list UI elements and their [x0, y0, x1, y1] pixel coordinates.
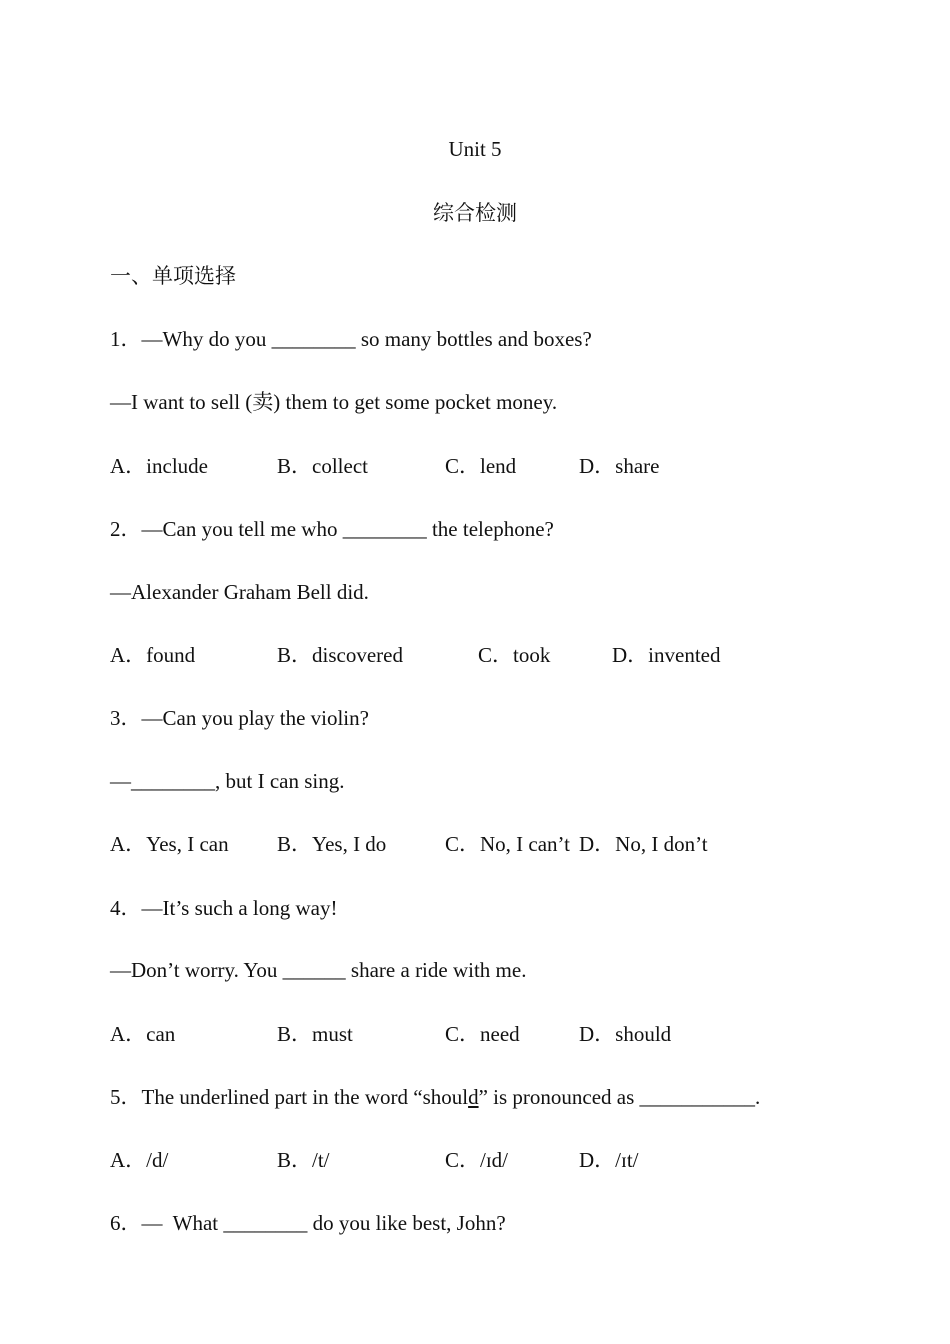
option-a: A．Yes, I can — [110, 832, 229, 856]
question-4-reply: —Don’t worry. You ______ share a ride with me. — [110, 958, 527, 982]
option-a: A．/d/ — [110, 1148, 169, 1172]
option-b: B．must — [277, 1022, 353, 1046]
option-c: C．/ɪd/ — [445, 1148, 509, 1172]
stem-text-after: ” is pronounced as ___________. — [478, 1085, 761, 1109]
page-subtitle: 综合检测 — [433, 201, 517, 225]
unit-title: Unit 5 — [448, 137, 502, 161]
question-3-stem: 3．—Can you play the violin? — [110, 706, 369, 730]
option-a: A．found — [110, 643, 196, 667]
question-1-reply: —I want to sell (卖) them to get some pocket money. — [110, 390, 558, 414]
option-b: B．/t/ — [277, 1148, 330, 1172]
stem-text-before: 5．The underlined part in the word “shoul — [110, 1085, 469, 1109]
option-c: C．need — [445, 1022, 520, 1046]
option-d: D．invented — [612, 643, 721, 667]
option-a: A．can — [110, 1022, 176, 1046]
section-title: 一、单项选择 — [110, 264, 236, 288]
option-d: D．share — [579, 454, 660, 478]
question-2-stem: 2．—Can you tell me who ________ the telephone? — [110, 517, 554, 541]
option-d: D．/ɪt/ — [579, 1148, 639, 1172]
question-1-stem: 1．—Why do you ________ so many bottles and boxes? — [110, 327, 592, 351]
option-b: B．discovered — [277, 643, 403, 667]
option-b: B．Yes, I do — [277, 832, 387, 856]
question-4-stem: 4．—It’s such a long way! — [110, 896, 338, 920]
question-6-stem: 6．— What ________ do you like best, John? — [110, 1211, 506, 1235]
underlined-letter: d — [468, 1085, 479, 1109]
option-c: C．lend — [445, 454, 517, 478]
option-d: D．No, I don’t — [579, 832, 708, 856]
option-a: A．include — [110, 454, 208, 478]
question-5-stem — [110, 1083, 760, 1111]
option-d: D．should — [579, 1022, 672, 1046]
option-c: C．No, I can’t — [445, 832, 571, 856]
question-3-reply: —________, but I can sing. — [110, 769, 345, 793]
option-b: B．collect — [277, 454, 368, 478]
option-c: C．took — [478, 643, 551, 667]
question-2-reply: —Alexander Graham Bell did. — [110, 580, 369, 604]
